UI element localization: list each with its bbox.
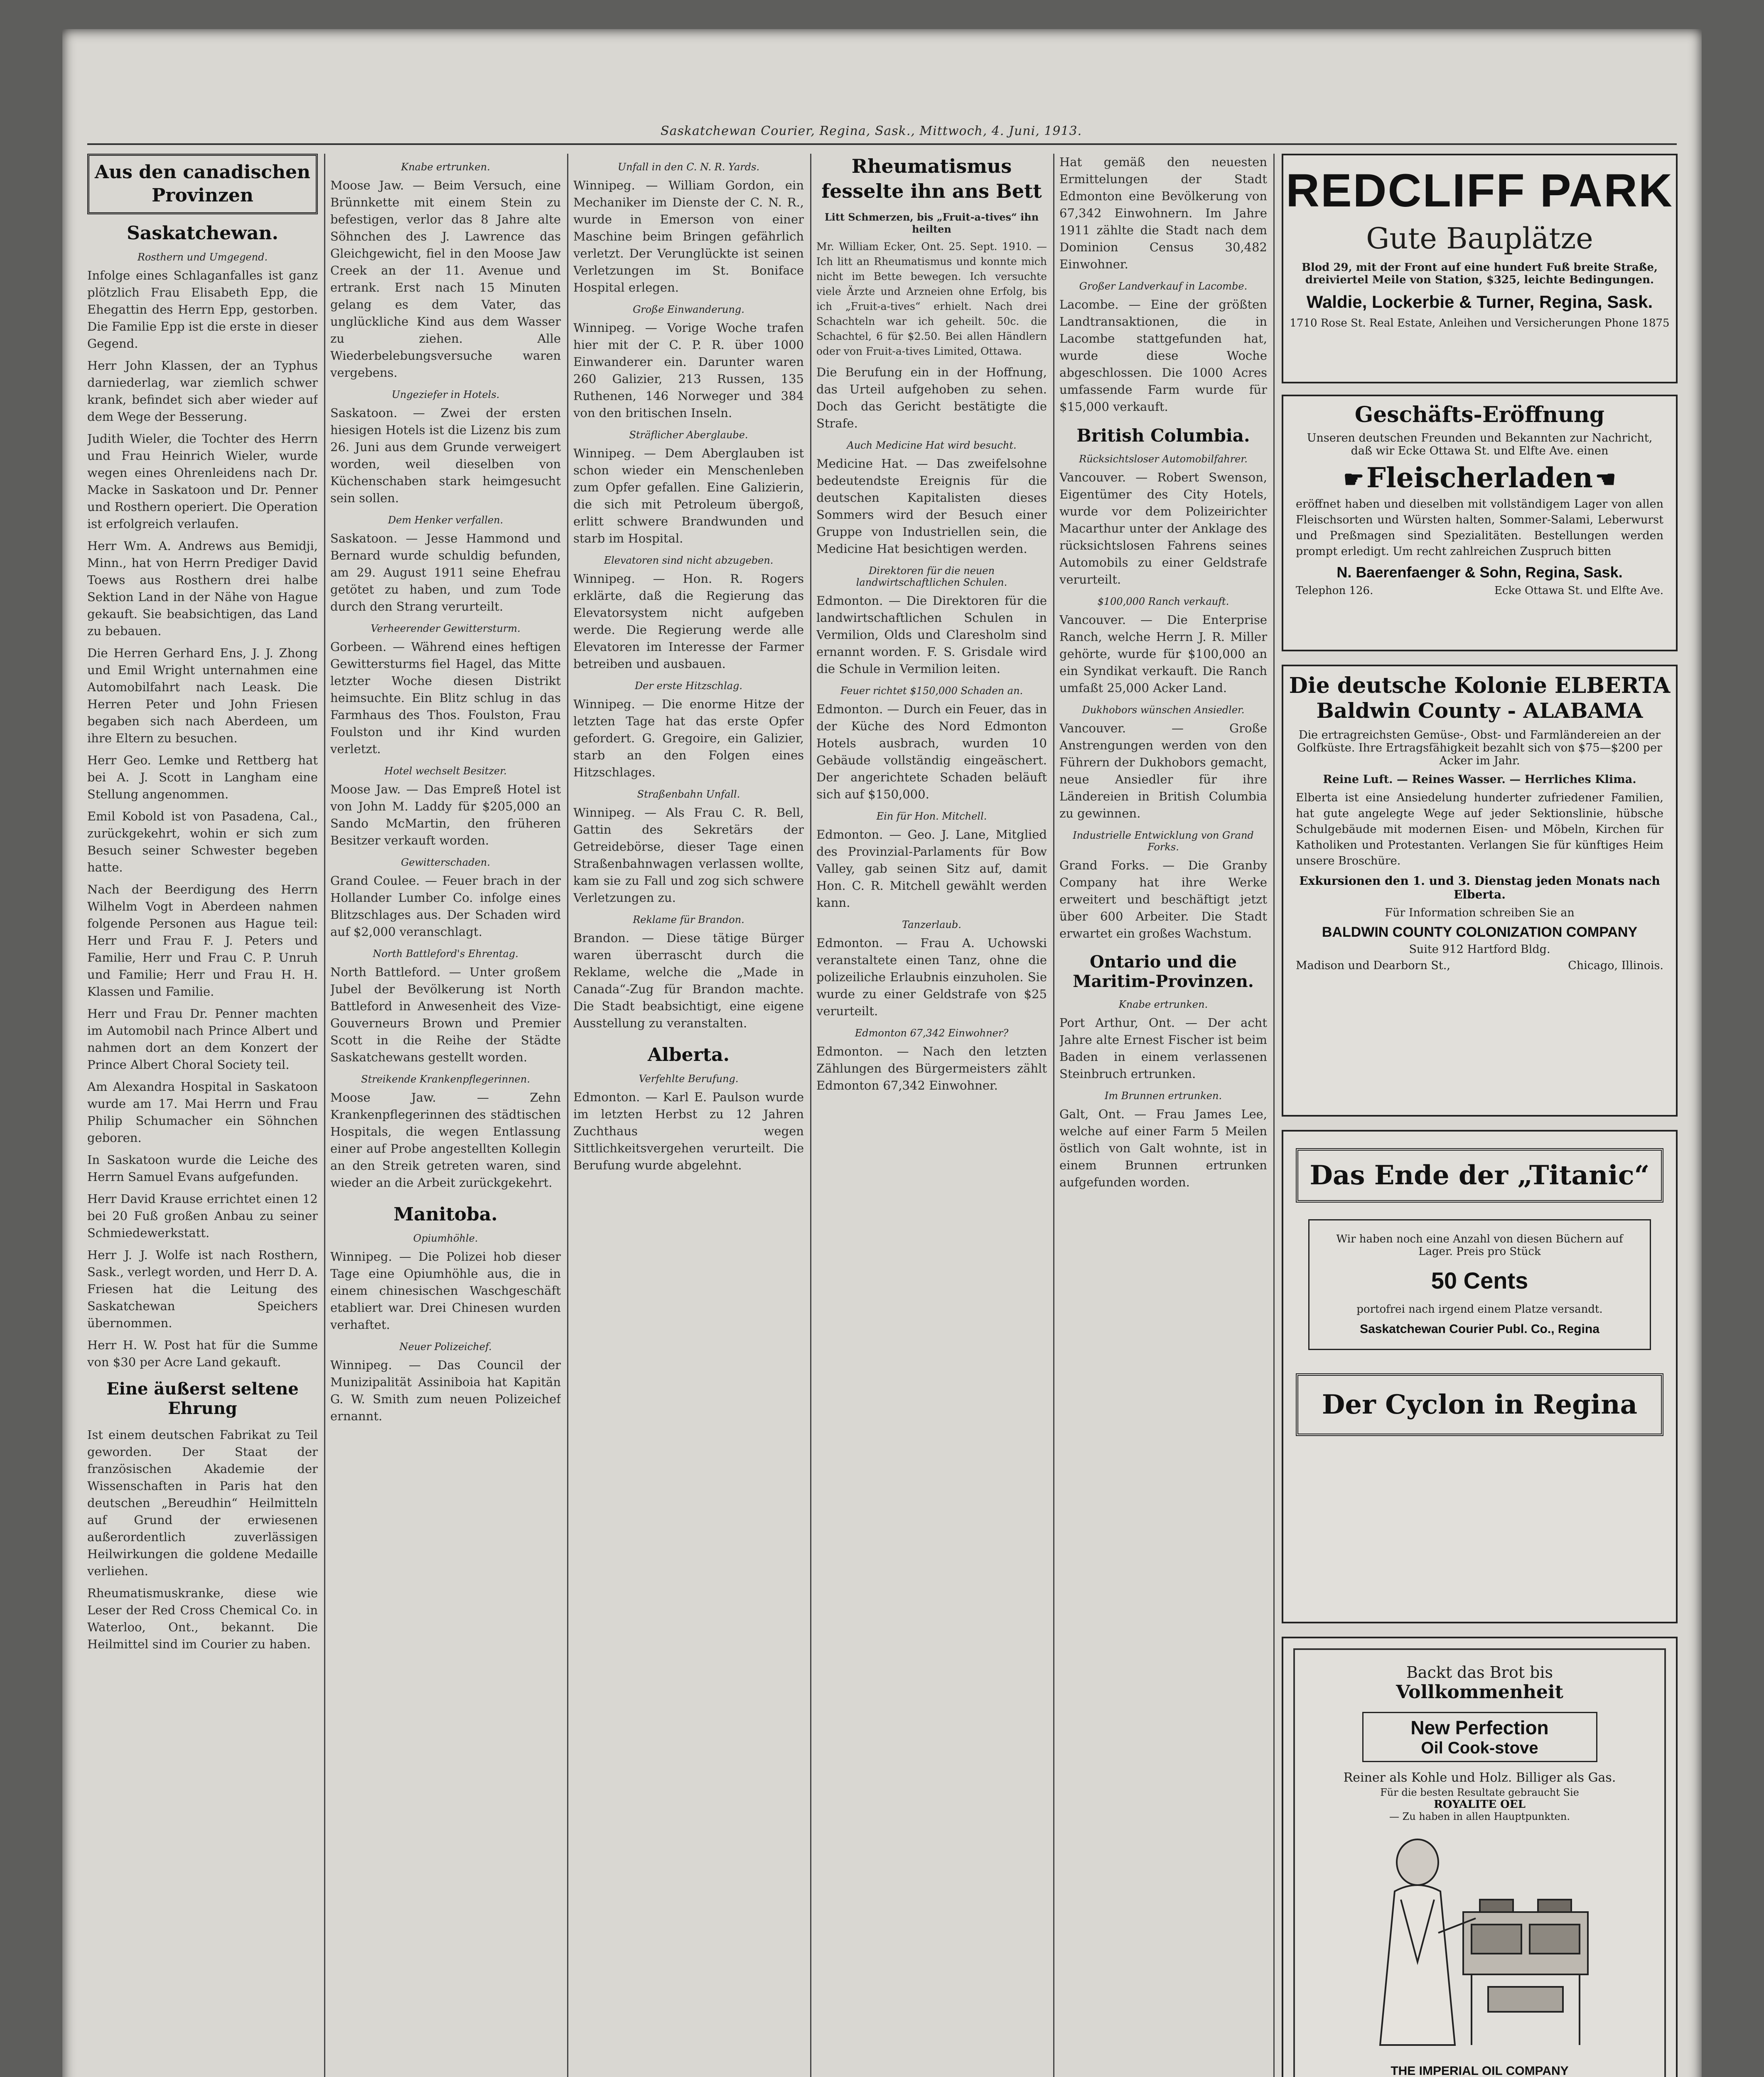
headline-ehrung: Eine äußerst seltene Ehrung	[106, 1379, 299, 1418]
elberta-text4: Exkursionen den 1. und 3. Dienstag jeden Monats nach Elberta.	[1299, 874, 1660, 901]
article-body: Winnipeg. — Die Polizei hob dieser Tage eine Opiumhöhle aus, die in einem chinesischen Waschgeschäft etabliert war. Drei Chinesen wurden verhaftet.	[330, 1250, 561, 1332]
article-paragraph: Herr J. J. Wolfe ist nach Rosthern, Sask., verlegt worden, und Herr D. A. Friesen hat die Leitung des Saskatchewan Speichers übernommen.	[87, 1248, 318, 1330]
article-title: Tanzerlaub.	[902, 919, 961, 930]
article-body: Port Arthur, Ont. — Der acht Jahre alte Ernest Fischer ist beim Baden in einem verlassenen Steinbruch ertrunken.	[1059, 1016, 1267, 1081]
titanic-firm: Saskatchewan Courier Publ. Co., Regina	[1360, 1322, 1599, 1336]
stove-oil: ROYALITE OEL	[1434, 1798, 1526, 1811]
header-rule	[87, 143, 1677, 145]
article-paragraph: Herr H. W. Post hat für die Summe von $30 per Acre Land gekauft.	[87, 1338, 318, 1369]
column-divider	[810, 154, 811, 2077]
article-body: Edmonton. — Geo. J. Lane, Mitglied des Provinzial-Parlaments für Bow Valley, gab seinen Sitz auf, damit Hon. C. R. Mitchell gewählt werden kann.	[816, 827, 1047, 910]
elberta-suite: Suite 912 Hartford Bldg.	[1409, 943, 1550, 956]
titanic-text2: portofrei nach irgend einem Platze versandt.	[1356, 1303, 1603, 1316]
article-body: Mr. William Ecker, Ont. 25. Sept. 1910. — Ich litt an Rheumatismus und konnte mich nicht im Bette bewegen. Ich versuchte viele Ärzte und Arzneien ohne Erfolg, bis ich „Fruit-a-tives“ erhielt. Nach drei Schachteln war ich geheilt. 50c. die Schachtel, 6 für $2.50. Bei allen Händlern oder von Fruit-a-tives Limited, Ottawa.	[816, 241, 1047, 357]
geschaeft-name: Fleischerladen	[1366, 462, 1593, 494]
geschaeft-name-row	[1283, 462, 1676, 494]
column-divider	[567, 154, 568, 2077]
redcliff-text: Blod 29, mit der Front auf eine hundert Fuß breite Straße, dreiviertel Meile von Station, $325, leichte Bedingungen.	[1301, 261, 1658, 286]
province-saskatchewan: Saskatchewan.	[127, 223, 278, 244]
redcliff-firm: Waldie, Lockerbie & Turner, Regina, Sask.	[1306, 292, 1653, 312]
column-5	[1059, 154, 1267, 2077]
province-alberta: Alberta.	[648, 1044, 730, 1066]
stove-text1: Reiner als Kohle und Holz. Billiger als Gas.	[1343, 1770, 1616, 1785]
article-title: Opiumhöhle.	[413, 1232, 478, 1244]
article-title: Ein für Hon. Mitchell.	[876, 810, 987, 822]
elberta-addr-right: Chicago, Illinois.	[1568, 959, 1663, 972]
column-3	[573, 154, 804, 2077]
article-paragraph: Herr Geo. Lemke und Rettberg hat bei A. J. Scott in Langham eine Stellung angenommen.	[87, 753, 318, 801]
article-title: Der erste Hitzschlag.	[634, 680, 743, 692]
stove-brand1: New Perfection	[1410, 1717, 1549, 1738]
titanic-title-box	[1296, 1148, 1663, 1203]
geschaeft-title: Geschäfts-Eröffnung	[1354, 402, 1605, 427]
rheumatism-subhead: Litt Schmerzen, bis „Fruit-a-tives“ ihn heilten	[824, 211, 1039, 235]
article-body: Lacombe. — Eine der größten Landtransaktionen, die in Lacombe stattgefunden hat, wurde diese Woche abgeschlossen. Die 1000 Acres umfassende Farm wurde für $15,000 verkauft.	[1059, 297, 1267, 414]
elberta-title2: Baldwin County - ALABAMA	[1316, 698, 1643, 723]
woman-at-stove-illustration	[1355, 1829, 1604, 2062]
ad-redcliff-park	[1282, 154, 1678, 383]
stove-brand2: Oil Cook-stove	[1421, 1739, 1538, 1757]
ad-titanic-book	[1282, 1130, 1678, 1623]
article-paragraph: Die Herren Gerhard Ens, J. J. Zhong und Emil Wright unternahmen eine Automobilfahrt nach Leask. Die Herren Peter und John Friesen begaben sich nach Aberdeen, um ihre Eltern zu besuchen.	[87, 646, 318, 745]
provinces-title: Aus den canadischen Provinzen	[94, 162, 311, 206]
article-paragraph: Nach der Beerdigung des Herrn Wilhelm Vogt in Aberdeen nahmen folgende Personen aus Hague teil: Herr und Frau F. J. Peters und Familie, Herr und Frau C. P. Unruh und Familie; Herr und Frau H. H. Klassen und Familie.	[87, 882, 318, 999]
article-body: Die Berufung ein in der Hoffnung, das Urteil aufgehoben zu sehen. Doch das Gericht bestätigte die Strafe.	[816, 365, 1047, 430]
article-body: Saskatoon. — Zwei der ersten hiesigen Hotels ist die Lizenz bis zum 26. Juni aus dem Grunde verweigert worden, weil dieselben von Küchenschaben stark heimgesucht sein sollen.	[330, 406, 561, 505]
article-paragraph: Emil Kobold ist von Pasadena, Cal., zurückgekehrt, wohin er sich zum Besuch seiner Schwester begeben hatte.	[87, 809, 318, 874]
geschaeft-phone: Telephon 126.	[1296, 584, 1373, 597]
article-body: Edmonton. — Frau A. Uchowski veranstaltete einen Tanz, ohne die polizeiliche Erlaubnis einzuholen. Sie wurde zu einer Geldstrafe von $25 verurteilt.	[816, 936, 1047, 1018]
elberta-title1: Die deutsche Kolonie ELBERTA	[1289, 673, 1671, 698]
article-title: Großer Landverkauf in Lacombe.	[1079, 280, 1248, 292]
geschaeft-intro: Unseren deutschen Freunden und Bekannten zur Nachricht, daß wir Ecke Ottawa St. und Elfte Ave. einen	[1307, 432, 1653, 457]
article-title: Direktoren für die neuen landwirtschaftlichen Schulen.	[856, 565, 1007, 588]
stove-line2: Vollkommenheit	[1396, 1682, 1563, 1703]
article-title: Straßenbahn Unfall.	[637, 788, 740, 800]
cyclone-title-box	[1296, 1373, 1663, 1436]
province-manitoba: Manitoba.	[393, 1204, 498, 1225]
article-body: Medicine Hat. — Das zweifelsohne bedeutendste Ereignis für die deutschen Kapitalisten dieses Sommers wird der Besuch einer Gruppe von Industriellen sein, die Medicine Hat besichtigen werden.	[816, 457, 1047, 556]
article-body: Vancouver. — Robert Swenson, Eigentümer des City Hotels, wurde vor dem Polizeirichter Macarthur unter der Anklage des rücksichtslosen Fahrens seines Automobils zu einer Geldstrafe verurteilt.	[1059, 470, 1267, 587]
article-body: Vancouver. — Große Anstrengungen werden von den Führern der Dukhobors gemacht, neue Ansiedler für ihre Ländereien in British Columbia zu gewinnen.	[1059, 721, 1267, 820]
cyclone-title: Der Cyclon in Regina	[1322, 1389, 1638, 1420]
article-body: Edmonton. — Nach den letzten Zählungen des Bürgermeisters zählt Edmonton 67,342 Einwohner.	[816, 1044, 1047, 1093]
article-body: Winnipeg. — Die enorme Hitze der letzten Tage hat das erste Opfer gefordert. G. Gregoire, ein Galizier, starb an den Folgen eines Hitzschlages.	[573, 697, 804, 779]
titanic-price: 50 Cents	[1431, 1267, 1528, 1294]
column-divider	[1053, 154, 1054, 2077]
article-title: Auch Medicine Hat wird besucht.	[847, 439, 1017, 451]
elberta-text1: Die ertragreichsten Gemüse-, Obst- und Farmländereien an der Golfküste. Ihre Ertragsfähigkeit bezahlt sich von $75—$200 per Acker im Jahr.	[1297, 729, 1663, 767]
article-title: Feuer richtet $150,000 Schaden an.	[840, 685, 1023, 697]
elberta-firm: BALDWIN COUNTY COLONIZATION COMPANY	[1322, 924, 1638, 940]
column-divider	[324, 154, 325, 2077]
pointing-hand-icon: ☚	[1595, 466, 1616, 493]
ad-geschaefts-eroeffnung	[1282, 395, 1678, 651]
geschaeft-footer	[1296, 584, 1663, 597]
elberta-text2: Reine Luft. — Reines Wasser. — Herrliches Klima.	[1323, 773, 1636, 786]
article-body: Grand Forks. — Die Granby Company hat ihre Werke erweitert und beschäftigt jetzt über 600 Arbeiter. Die Stadt erwartet ein großes Wachstum.	[1059, 858, 1267, 940]
article-body: Grand Coulee. — Feuer brach in der Hollander Lumber Co. infolge eines Blitzschlages aus. Der Schaden wird auf $2,000 veranschlagt.	[330, 874, 561, 939]
redcliff-title: REDCLIFF PARK	[1286, 164, 1673, 216]
article-title: North Battleford's Ehrentag.	[373, 948, 518, 960]
article-title: Industrielle Entwicklung von Grand Forks.	[1073, 830, 1254, 853]
article-title: Ungeziefer in Hotels.	[391, 389, 500, 400]
redcliff-subtitle: Gute Bauplätze	[1366, 221, 1593, 255]
article-title: Neuer Polizeichef.	[399, 1341, 492, 1353]
stove-company: THE IMPERIAL OIL COMPANY	[1391, 2064, 1569, 2077]
article-body: Winnipeg. — William Gordon, ein Mechaniker im Dienste der C. N. R., wurde in Emerson von einer Maschine beim Bringen gefährlich verletzt. Der Verunglückte ist seinen Verletzungen im St. Boniface Hospital erlegen.	[573, 178, 804, 295]
article-title: Elevatoren sind nicht abzugeben.	[604, 555, 774, 566]
article-body: Moose Jaw. — Beim Versuch, eine Brünnkette mit einem Stein zu befestigen, verlor das 8 Jahre alte Söhnchen des J. Lawrence das Gleichgewicht, fiel in den Moose Jaw Creek an der 11. Avenue und ertrank. Erst nach 15 Minuten gelang es dem Vater, das unglückliche Kind aus dem Wasser zu ziehen. Alle Wiederbelebungsversuche waren vergebens.	[330, 178, 561, 380]
elberta-address	[1296, 959, 1663, 972]
article-title: $100,000 Ranch verkauft.	[1097, 596, 1229, 607]
pointing-hand-icon: ☛	[1343, 466, 1364, 493]
article-title: Knabe ertrunken.	[1118, 999, 1208, 1010]
stove-text2: Für die besten Resultate gebraucht Sie	[1380, 1787, 1579, 1798]
article-title: Verheerender Gewittersturm.	[371, 623, 521, 634]
article-body: Winnipeg. — Dem Aberglauben ist schon wieder ein Menschenleben zum Opfer gefallen. Eine Galizierin, die sich mit Petroleum übergoß, erlitt schwere Brandwunden und starb im Hospital.	[573, 446, 804, 545]
elberta-text5: Für Information schreiben Sie an	[1385, 906, 1575, 919]
elberta-addr-left: Madison und Dearborn St.,	[1296, 959, 1450, 972]
article-body: Galt, Ont. — Frau James Lee, welche auf einer Farm 5 Meilen östlich von Galt wohnte, ist in einem Brunnen ertrunken aufgefunden worden.	[1059, 1107, 1267, 1189]
stove-brand-box	[1362, 1712, 1597, 1762]
masthead: Saskatchewan Courier, Regina, Sask., Mittwoch, 4. Juni, 1913.	[661, 124, 1082, 138]
column-divider	[1273, 154, 1275, 2077]
article-paragraph: Ist einem deutschen Fabrikat zu Teil geworden. Der Staat der französischen Akademie der Wissenschaften in Paris hat den deutschen „Bereudhin“ Heilmitteln auf Grund der erwiesenen außerordentlich zuverlässigen Heilwirkungen die goldene Medaille verliehen.	[87, 1428, 318, 1578]
article-body: Vancouver. — Die Enterprise Ranch, welche Herrn J. R. Miller gehörte, wurde für $100,000 an ein Syndikat verkauft. Die Ranch umfaßt 25,000 Acker Land.	[1059, 613, 1267, 695]
stove-text3: — Zu haben in allen Hauptpunkten.	[1389, 1811, 1570, 1822]
article-body: Edmonton. — Durch ein Feuer, das in der Küche des Nord Edmonton Hotels ausbrach, wurden 10 Gebäude vollständig eingeäschert. Der angerichtete Schaden beläuft sich auf $150,000.	[816, 702, 1047, 801]
redcliff-address: 1710 Rose St. Real Estate, Anleihen und Versicherungen Phone 1875	[1290, 317, 1670, 329]
article-body: Gorbeen. — Während eines heftigen Gewittersturms fiel Hagel, das Mitte letzter Woche diesen Distrikt heimsuchte. Ein Blitz schlug in das Farmhaus des Thos. Foulston, Frau Foulston und ihr Kind wurden verletzt.	[330, 640, 561, 756]
article-paragraph: Herr und Frau Dr. Penner machten im Automobil nach Prince Albert und nahmen dort an dem Konzert der Prince Albert Choral Society teil.	[87, 1007, 318, 1072]
column-4	[816, 154, 1047, 2077]
ad-perfection-stove	[1282, 1637, 1678, 2077]
article-body: Hat gemäß den neuesten Ermittelungen der Stadt Edmonton eine Bevölkerung von 67,342 Einwohnern. Im Jahre 1911 zählte die Stadt nach dem Dominion Census 30,482 Einwohner.	[1059, 155, 1267, 271]
article-title: Große Einwanderung.	[633, 304, 744, 315]
article-title: Gewitterschaden.	[401, 857, 490, 868]
stove-line1: Backt das Brot bis	[1406, 1663, 1553, 1682]
ad-elberta-colony	[1282, 665, 1678, 1117]
article-title: Im Brunnen ertrunken.	[1104, 1090, 1222, 1102]
article-title: Dukhobors wünschen Ansiedler.	[1082, 704, 1245, 716]
article-body: Moose Jaw. — Zehn Krankenpflegerinnen des städtischen Hospitals, die wegen Entlassung einer auf Probe angestellten Kollegin an den Streik getreten waren, sind wieder an die Arbeit zurückgekehrt.	[330, 1090, 561, 1190]
article-title: Verfehlte Berufung.	[639, 1073, 739, 1085]
article-paragraph: Infolge eines Schlaganfalles ist ganz plötzlich Frau Elisabeth Epp, die Ehegattin des Herrn Epp, gestorben. Die Familie Epp ist die erste in dieser Gegend.	[87, 268, 318, 351]
geschaeft-firm: N. Baerenfaenger & Sohn, Regina, Sask.	[1337, 564, 1623, 581]
article-paragraph: Am Alexandra Hospital in Saskatoon wurde am 17. Mai Herrn und Frau Philip Schumacher ein Söhnchen geboren.	[87, 1080, 318, 1145]
column-1	[87, 154, 318, 2077]
article-body: Winnipeg. — Als Frau C. R. Bell, Gattin des Sekretärs der Getreidebörse, dieser Tage einen Straßenbahnwagen verlassen wollte, kam sie zu Fall und zog sich schwere Verletzungen zu.	[573, 805, 804, 905]
article-title: Unfall in den C. N. R. Yards.	[617, 161, 760, 173]
article-body: Winnipeg. — Hon. R. Rogers erklärte, daß die Regierung das Elevatorsystem nicht aufgeben werde. Die Regierung werde alle Elevatoren im Interesse der Farmer betreiben und ausbauen.	[573, 572, 804, 671]
article-paragraph: Rheumatismuskranke, diese wie Leser der Red Cross Chemical Co. in Waterloo, Ont., bekannt. Die Heilmittel sind im Courier zu haben.	[87, 1586, 318, 1651]
article-body: North Battleford. — Unter großem Jubel der Bevölkerung ist North Battleford in Anwesenheit des Vize-Gouverneurs Brown und Premier Scott in die Reihe der Städte Saskatchewans gestellt worden.	[330, 965, 561, 1064]
article-body: Edmonton. — Karl E. Paulson wurde im letzten Herbst zu 12 Jahren Zuchthaus wegen Sittlichkeitsvergehen verurteilt. Die Berufung wurde abgelehnt.	[573, 1090, 804, 1172]
rheumatism-headline: Rheumatismus fesselte ihn ans Bett	[821, 155, 1042, 202]
article-paragraph: Herr John Klassen, der an Typhus darniederlag, war ziemlich schwer krank, befindet sich aber wieder auf dem Wege der Besserung.	[87, 358, 318, 424]
section-rosthern: Rosthern und Umgegend.	[137, 251, 268, 263]
geschaeft-corner: Ecke Ottawa St. und Elfte Ave.	[1494, 584, 1663, 597]
provinces-box	[87, 154, 318, 214]
article-body: Winnipeg. — Das Council der Munizipalität Assiniboia hat Kapitän G. W. Smith zum neuen Polizeichef ernannt.	[330, 1358, 561, 1423]
province-british-columbia: British Columbia.	[1076, 425, 1250, 446]
titanic-info-box	[1308, 1219, 1651, 1350]
article-body: Winnipeg. — Vorige Woche trafen hier mit der C. P. R. über 1000 Einwanderer ein. Darunter waren 260 Galizier, 213 Russen, 135 Ruthenen, 146 Norweger und 384 von den britischen Inseln.	[573, 321, 804, 420]
article-title: Edmonton 67,342 Einwohner?	[855, 1027, 1009, 1039]
article-title: Dem Henker verfallen.	[388, 514, 504, 526]
article-body: Saskatoon. — Jesse Hammond und Bernard wurde schuldig befunden, am 29. August 1911 seine Ehefrau getötet zu haben, und zum Tode durch den Strang verurteilt.	[330, 531, 561, 614]
article-paragraph: In Saskatoon wurde die Leiche des Herrn Samuel Evans aufgefunden.	[87, 1153, 318, 1184]
newspaper-page	[62, 29, 1702, 2077]
article-title: Reklame für Brandon.	[633, 914, 744, 926]
article-title: Sträflicher Aberglaube.	[629, 429, 748, 441]
titanic-title: Das Ende der „Titanic“	[1309, 1160, 1650, 1191]
column-2	[330, 154, 561, 2077]
article-title: Streikende Krankenpflegerinnen.	[361, 1073, 530, 1085]
geschaeft-text: eröffnet haben und dieselben mit vollständigem Lager von allen Fleischsorten und Würsten halten, Sommer-Salami, Leberwurst und Preßmagen sind Spezialitäten. Bestellungen werden prompt erledigt. Um recht zahlreichen Zuspruch bitten	[1296, 498, 1663, 558]
article-body: Brandon. — Diese tätige Bürger waren überrascht durch die Reklame, welche die „Made in Canada“-Zug für Brandon machte. Die Stadt beabsichtigt, eine eigene Ausstellung zu veranstalten.	[573, 931, 804, 1030]
article-title: Hotel wechselt Besitzer.	[384, 765, 507, 777]
article-paragraph: Herr Wm. A. Andrews aus Bemidji, Minn., hat von Herrn Prediger David Toews aus Rosthern drei halbe Sektion Land in der Nähe von Hague gekauft. Sie beabsichtigen, das Land zu bebauen.	[87, 539, 318, 638]
titanic-text1: Wir haben noch eine Anzahl von diesen Büchern auf Lager. Preis pro Stück	[1336, 1233, 1623, 1258]
article-body: Moose Jaw. — Das Empreß Hotel ist von John M. Laddy für $205,000 an Sando McMartin, den früheren Besitzer verkauft worden.	[330, 782, 561, 847]
article-paragraph: Herr David Krause errichtet einen 12 bei 20 Fuß großen Anbau zu seiner Schmiedewerkstatt.	[87, 1192, 318, 1240]
article-title: Knabe ertrunken.	[401, 161, 490, 173]
province-ontario: Ontario und die Maritim-Provinzen.	[1073, 952, 1254, 991]
elberta-text3: Elberta ist eine Ansiedelung hunderter zufriedener Familien, hat gute angelegte Wege auf jeder Sektionslinie, hübsche Schulgebäude mit modernen Eisen- und Möbeln, Kirchen für Katholiken und Protestanten. Verlangen Sie für künftiges Heim unsere Broschüre.	[1296, 791, 1663, 867]
article-paragraph: Judith Wieler, die Tochter des Herrn und Frau Heinrich Wieler, wurde wegen eines Ohrenleidens nach Dr. Macke in Saskatoon und Dr. Penner und Rosthern operiert. Die Operation ist erfolgreich verlaufen.	[87, 432, 318, 531]
article-body: Edmonton. — Die Direktoren für die landwirtschaftlichen Schulen in Vermilion, Olds und Claresholm sind ernannt worden. F. S. Grisdale wird die Schule in Vermilion leiten.	[816, 594, 1047, 676]
article-title: Rücksichtsloser Automobilfahrer.	[1079, 453, 1248, 465]
